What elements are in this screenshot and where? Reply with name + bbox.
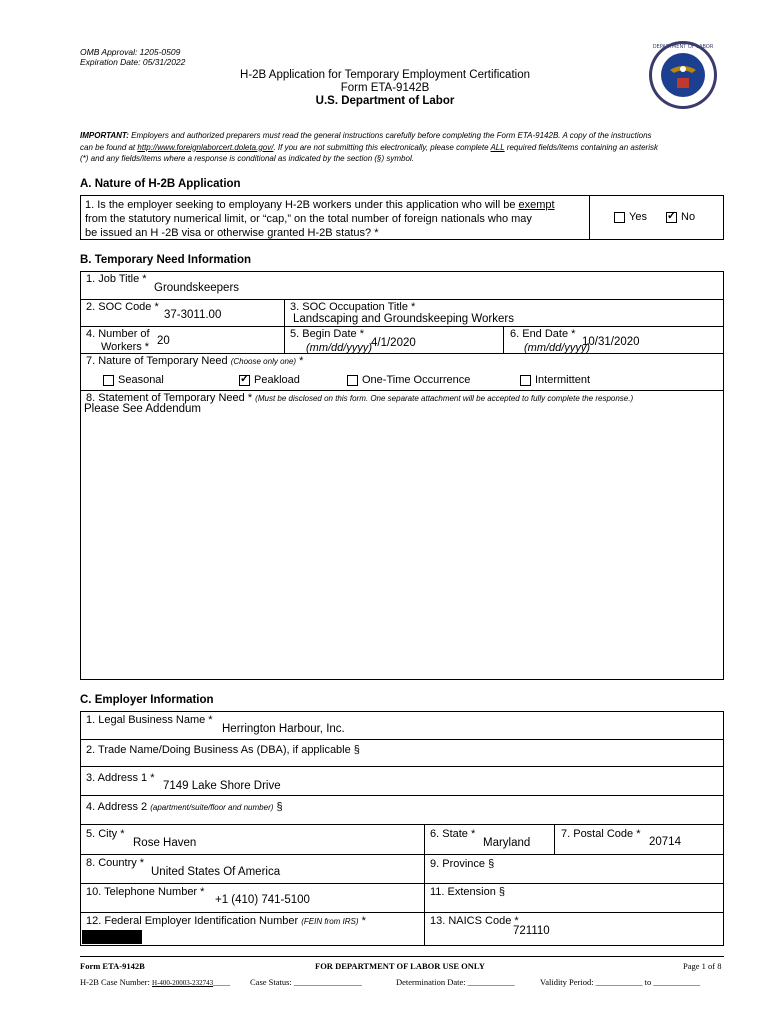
- yes-label: Yes: [629, 211, 647, 223]
- address2-label: 4. Address 2 (apartment/suite/floor and number) §: [86, 801, 283, 813]
- job-title-value: Groundskeepers: [154, 282, 240, 294]
- fein-redacted: [82, 930, 142, 944]
- seasonal-label: Seasonal: [118, 374, 164, 386]
- yes-option[interactable]: [614, 211, 647, 223]
- soc-code-label: 2. SOC Code *: [86, 301, 159, 313]
- statement-field[interactable]: [80, 390, 724, 680]
- province-label: 9. Province §: [430, 858, 495, 870]
- important-text-3: (*) and any fields/items where a response is conditional as indicated by the section (§) symbol.: [80, 154, 414, 163]
- country-value: United States Of America: [151, 866, 281, 878]
- legal-name-label: 1. Legal Business Name *: [86, 714, 213, 726]
- footer-page: Page 1 of 8: [683, 961, 722, 971]
- important-notice: [80, 130, 658, 165]
- section-a-heading: A. Nature of H-2B Application: [80, 178, 241, 190]
- seasonal-checkbox[interactable]: [103, 375, 114, 386]
- postal-code-label: 7. Postal Code *: [561, 828, 641, 840]
- dol-seal-icon: [648, 40, 718, 110]
- city-field[interactable]: [80, 824, 425, 855]
- end-date-value: 10/31/2020: [582, 336, 640, 348]
- title-line-3: U.S. Department of Labor: [315, 95, 455, 107]
- option-intermittent[interactable]: [520, 374, 590, 386]
- postal-code-value: 20714: [649, 836, 681, 848]
- case-number-value: H-400-20003-232743: [152, 979, 214, 987]
- statement-label: 8. Statement of Temporary Need * (Must be disclosed on this form. One separate attachment will be accepted to fully complete the response.): [86, 392, 634, 404]
- country-label: 8. Country *: [86, 857, 145, 869]
- soc-code-value: 37-3011.00: [164, 309, 222, 321]
- state-value: Maryland: [483, 837, 531, 849]
- naics-label: 13. NAICS Code *: [430, 915, 519, 927]
- footer-dol-use: FOR DEPARTMENT OF LABOR USE ONLY: [315, 961, 485, 971]
- peakload-checkbox[interactable]: [239, 375, 250, 386]
- q1-line2: from the statutory numerical limit, or “cap,” on the total number of foreign nationals who may: [85, 213, 532, 225]
- job-title-label: 1. Job Title *: [86, 273, 147, 285]
- seal-lettering: DEPARTMENT OF LABOR: [652, 44, 714, 50]
- nature-of-need-label: 7. Nature of Temporary Need (Choose only one) *: [86, 355, 304, 367]
- intermittent-label: Intermittent: [535, 374, 591, 386]
- begin-date-value: 4/1/2020: [371, 337, 416, 349]
- no-label: No: [681, 211, 696, 223]
- option-peakload[interactable]: [239, 374, 300, 386]
- footer-rule: [80, 956, 724, 957]
- section-c-heading: C. Employer Information: [80, 694, 214, 706]
- important-text-2b: . If you are not submitting this electronically, please complete: [273, 142, 491, 152]
- title-line-2: Form ETA-9142B: [340, 82, 430, 94]
- city-label: 5. City *: [86, 828, 125, 840]
- telephone-label: 10. Telephone Number *: [86, 886, 205, 898]
- extension-label: 11. Extension §: [430, 886, 506, 898]
- important-label: IMPORTANT:: [80, 131, 129, 140]
- workers-value: 20: [157, 335, 170, 347]
- option-seasonal[interactable]: [103, 374, 164, 386]
- instructions-link[interactable]: http://www.foreignlaborcert.doleta.gov/: [137, 142, 274, 152]
- footer-validity-period: Validity Period: ___________ to ___________: [540, 977, 701, 987]
- end-date-label: 6. End Date *: [510, 328, 576, 340]
- workers-label-2: Workers *: [101, 341, 150, 353]
- option-one-time[interactable]: [347, 374, 470, 386]
- intermittent-checkbox[interactable]: [520, 375, 531, 386]
- expiration-date: Expiration Date: 05/31/2022: [80, 57, 186, 67]
- title-line-1: H-2B Application for Temporary Employment Certification: [240, 69, 530, 81]
- omb-approval: OMB Approval: 1205-0509: [80, 47, 181, 57]
- footer-case-status: Case Status: ________________: [250, 977, 362, 987]
- yes-checkbox[interactable]: [614, 212, 625, 223]
- address1-value: 7149 Lake Shore Drive: [163, 780, 281, 792]
- important-text-2a: can be found at: [80, 142, 138, 152]
- begin-date-hint: (mm/dd/yyyy): [306, 342, 372, 354]
- q1-line3: be issued an H -2B visa or otherwise granted H-2B status? *: [85, 227, 379, 239]
- q1-line1: 1. Is the employer seeking to employany H-2B workers under this application who will be: [85, 199, 519, 211]
- fein-label: 12. Federal Employer Identification Number (FEIN from IRS) *: [86, 915, 366, 927]
- peakload-label: Peakload: [254, 374, 300, 386]
- address1-label: 3. Address 1 *: [86, 772, 155, 784]
- footer-case-number: H-2B Case Number: H-400-20003-232743____: [80, 977, 231, 987]
- important-all: ALL: [490, 142, 505, 152]
- city-value: Rose Haven: [133, 837, 197, 849]
- soc-title-label: 3. SOC Occupation Title *: [290, 301, 416, 313]
- question-a1: [85, 198, 555, 240]
- important-text-1: Employers and authorized preparers must read the general instructions carefully before completing the Form ETA-9142B. A copy of the instructions: [128, 131, 652, 140]
- workers-label-1: 4. Number of: [86, 328, 150, 340]
- no-checkbox[interactable]: [666, 212, 677, 223]
- no-option[interactable]: [666, 211, 695, 223]
- footer-determination-date: Determination Date: ___________: [396, 977, 515, 987]
- one-time-checkbox[interactable]: [347, 375, 358, 386]
- q1-exempt: exempt: [518, 199, 555, 211]
- statement-value: Please See Addendum: [84, 403, 202, 415]
- legal-name-value: Herrington Harbour, Inc.: [222, 723, 345, 735]
- state-label: 6. State *: [430, 828, 476, 840]
- telephone-value: +1 (410) 741-5100: [215, 894, 310, 906]
- begin-date-label: 5. Begin Date *: [290, 328, 364, 340]
- section-b-heading: B. Temporary Need Information: [80, 254, 252, 266]
- naics-value: 721110: [513, 925, 550, 937]
- dba-label: 2. Trade Name/Doing Business As (DBA), if applicable §: [86, 744, 360, 756]
- important-text-2c: required fields/items containing an asterisk: [504, 142, 658, 152]
- one-time-label: One-Time Occurrence: [362, 374, 471, 386]
- dol-seal: [648, 40, 718, 110]
- footer-form-name: Form ETA-9142B: [80, 961, 145, 971]
- soc-title-value: Landscaping and Groundskeeping Workers: [293, 313, 514, 325]
- end-date-hint: (mm/dd/yyyy): [524, 342, 590, 354]
